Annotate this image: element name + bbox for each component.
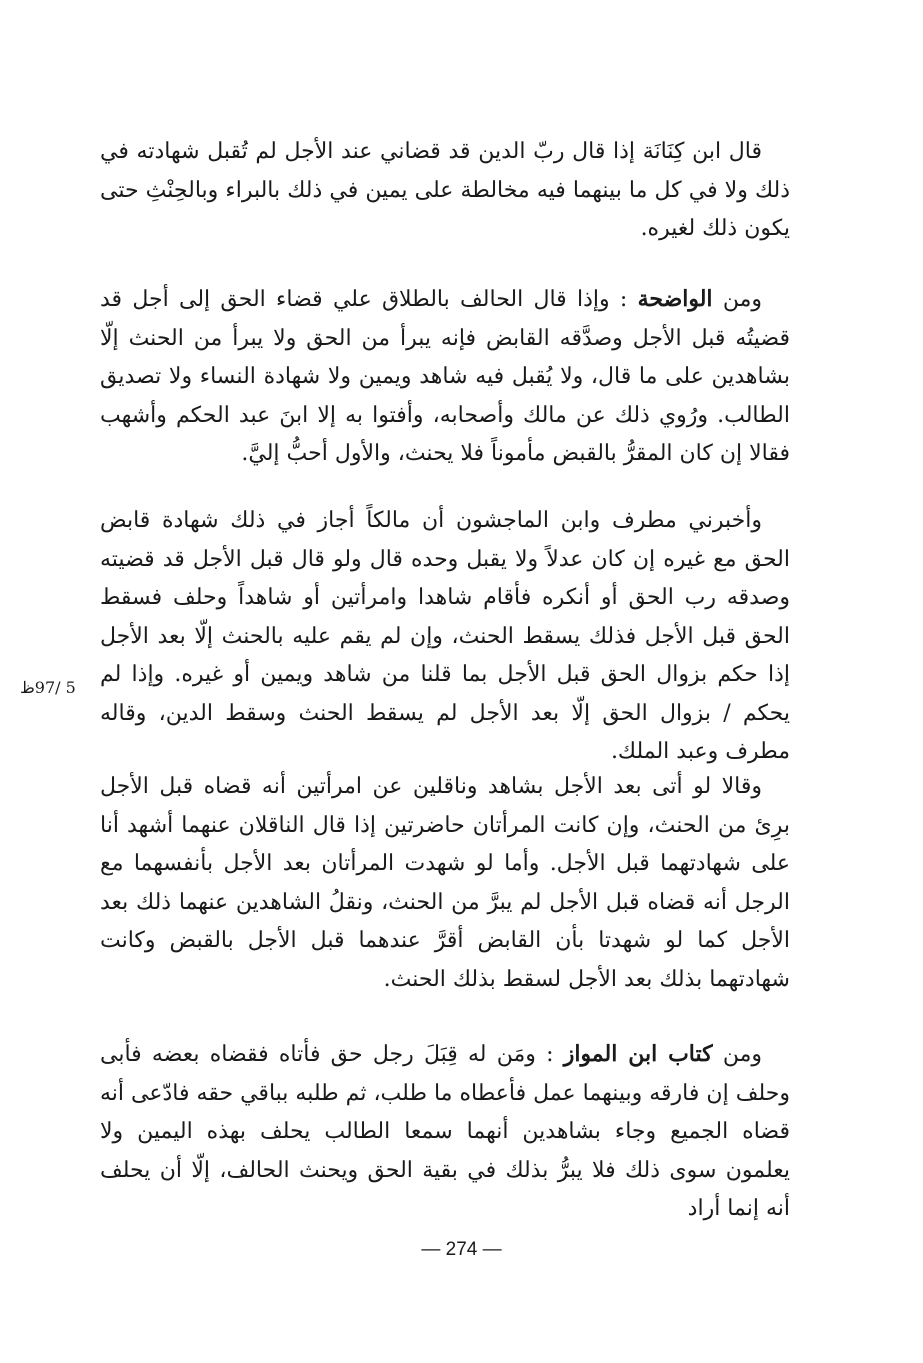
page-number: — 274 — (421, 1239, 502, 1260)
paragraph-3-text: وأخبرني مطرف وابن الماجشون أن مالكاً أجاز في ذلك شهادة قابض الحق مع غيره إن كان عدلاً ولا يقبل وحده قال ولو قال قبل الأجل قد قضيته وصدقه رب الحق أو أنكره فأقام شاهدا وامرأتين أو شاهداً وحلف فسقط الحق قبل الأجل فذلك يسقط الحنث، وإن لم يقم عليه بالحنث إلّا بعد الأجل إذا حكم بزوال الحق قبل الأجل بما قلنا من شاهد ويمين أو غيره. وإذا لم يحكم / بزوال الحق إلّا بعد الأجل لم يسقط الحنث وسقط الدين، وقاله مطرف وعبد الملك. (100, 508, 790, 764)
paragraph-3 (100, 502, 790, 772)
paragraph-2-lead: ومن (722, 287, 762, 312)
paragraph-2 (100, 280, 790, 474)
paragraph-4 (100, 768, 790, 999)
margin-note: 5 /97ظ (20, 678, 76, 697)
paragraph-4-text: وقالا لو أتى بعد الأجل بشاهد وناقلين عن امرأتين أنه قضاه قبل الأجل برِئ من الحنث، وإن كانت المرأتان حاضرتين إذا قال الناقلان عنهما أشهد أنا على شهادتهما قبل الأجل. وأما لو شهدت المرأتان بعد الأجل بأنفسهما مع الرجل أنه قضاه قبل الأجل لم يبرَّ من الحنث، ونقلُ الشاهدين عنهما ذلك بعد الأجل كما لو شهدتا بأن القابض أقرَّ عندهما قبل الأجل بالقبض وكانت شهادتهما بذلك بعد الأجل لسقط بذلك الحنث. (100, 774, 791, 992)
paragraph-2-source: الواضحة (637, 286, 713, 312)
paragraph-5 (100, 1035, 790, 1229)
paragraph-5-source: كتاب ابن المواز (563, 1041, 713, 1067)
paragraph-1 (100, 133, 790, 249)
paragraph-2-text: : وإذا قال الحالف بالطلاق علي قضاء الحق إلى أجل قد قضيتُه قبل الأجل وصدَّقه القابض فإنه يبرأ من الحق ولا يبرأ من الحنث إلّا بشاهدين على ما قال، ولا يُقبل فيه شاهد ويمين ولا شهادة النساء ولا تصديق الطالب. ورُوي ذلك عن مالك وأصحابه، وأفتوا به إلا ابنَ عبد الحكم وأشهب فقالا إن كان المقرُّ بالقبض مأموناً فلا يحنث، والأول أحبُّ إليَّ. (100, 287, 790, 466)
paragraph-5-lead: ومن (722, 1042, 762, 1067)
paragraph-5-text: : ومَن له قِبَلَ رجل حق فأتاه فقضاه بعضه فأبى وحلف إن فارقه وبينهما عمل فأعطاه ما طلب، ثم طلبه بباقي حقه فادّعى أنه قضاه الجميع وجاء بشاهدين أنهما سمعا الطالب يحلف بهذه اليمين ولا يعلمون سوى ذلك فلا يبرُّ بذلك في بقية الحق ويحنث الحالف، إلّا أن يحلف أنه إنما أراد (100, 1042, 790, 1221)
paragraph-1-text: قال ابن كِنَانَة إذا قال ربّ الدين قد قضاني عند الأجل لم تُقبل شهادته في ذلك ولا في كل ما بينهما فيه مخالطة على يمين في ذلك بالبراء وبالحِنْثِ حتى يكون ذلك لغيره. (100, 139, 790, 241)
